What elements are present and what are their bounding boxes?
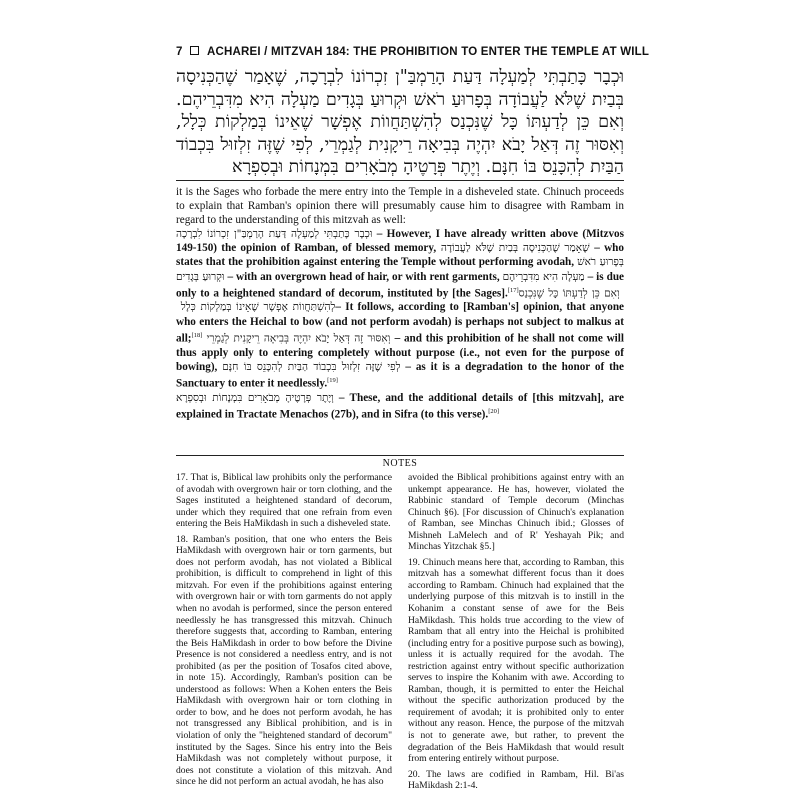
english-paragraph-1	[176, 227, 624, 390]
footnote-ref: [20]	[488, 407, 500, 415]
note-17: 17. That is, Biblical law prohibits only the performance of avodah with overgrown hair or torn clothing, and the Sages instituted a heightened standard of decorum, under which they required that one refrain from even entering the Beis HaMikdash in such a disheveled state.	[176, 472, 392, 530]
english-intro	[176, 185, 624, 227]
hebrew-quote: מַעְלָה הִיא מִדִּבְרֵיהֶם	[502, 270, 585, 283]
note-20: 20. The laws are codified in Rambam, Hil. Bi'as HaMikdash 2:1-4.	[408, 768, 624, 792]
footnote-ref: [17]	[507, 286, 519, 294]
square-bullet-icon	[190, 46, 199, 55]
footnote-ref: [18]	[191, 331, 203, 339]
hebrew-quote: וְיֶתֶר פְּרָטֶיהָ מְבֹאָרִים בִּמְנָחוֹת וּבְסִפְרָא	[176, 391, 334, 404]
running-title: ACHAREI / MITZVAH 184: THE PROHIBITION TO ENTER THE TEMPLE AT WILL	[206, 46, 650, 58]
hebrew-source-text	[176, 66, 624, 179]
english-translation	[176, 185, 624, 421]
intro-text: it is the Sages who forbade the mere entry into the Temple in a disheveled state. Chinuch proceeds to explain that Ramban's opinion there will presumably cause him to disagree with Rambam in regard to the understanding of this mitzvah as well:	[176, 186, 624, 227]
running-header	[176, 46, 650, 58]
english-paragraph-2	[176, 391, 624, 422]
gloss-text: – with an overgrown head of hair, or with rent garments,	[224, 270, 503, 283]
notes-column-right	[408, 472, 624, 796]
hebrew-paragraph: וּכְבָר כָּתַבְתִּי לְמַעְלָה דַּעַת הָרַמְבַּ"ן זִכְרוֹנוֹ לִבְרָכָה, שֶׁאָמַר שֶׁהַכְּנִיסָה בְּבַיִת שֶׁלֹּא לַעֲבוֹדָה בְּפָרוּעַ רֹאשׁ וּקְרוּעַ בְּגָדִים מַעְלָה הִיא מִדִּבְרֵיהֶם. וְאִם כֵּן לְדַעְתּוֹ כָּל שֶׁנִּכְנַס לְהִשְׁתַּחֲווֹת אֶפְשָׁר שֶׁאֵינוֹ בְּמַלְקוֹת כְּלָל, וְאִסּוּר זֶה דְּאַל יָבֹא יִהְיֶה בְּבִיאָה רֵיקָנִית לְגַמְרֵי, לְפִי שֶׁזֶּה זִלְזוּל בִּכְבוֹד הַבַּיִת לְהִכָּנֵס בּוֹ חִנָּם. וְיֶתֶר פְּרָטֶיהָ מְבֹאָרִים בִּמְנָחוֹת וּבְסִפְרָא	[176, 67, 624, 177]
gloss-text: – However, I have already written above (Mitzvos 149-150)	[176, 228, 624, 255]
notes-heading: NOTES	[176, 455, 624, 469]
note-18: 18. Ramban's position, that one who enters the Beis HaMikdash with overgrown hair or torn garments, but does not perform avodah, has not violated a Biblical prohibition, is difficult to comprehend in light of this mitzvah. For even if the prohibitions against entering with overgrown hair or with torn garments do not apply when no avodah is performed, since the person entered needlessly he has transgressed this mitzvah. Chinuch therefore suggests that, according to Ramban, entering the Beis HaMikdash in order to bow before the Divine Presence is not considered a needless entry, and is not prohibited (as per the position of Tosafos cited above, in note 15). Accordingly, Ramban's position can be understood as follows: When a Kohen enters the Beis HaMikdash with overgrown hair or torn clothing in order to bow, and he does not perform avodah, he has not transgressed any Biblical prohibition, and is in violation of only the "heightened standard of decorum" instituted by the Sages. Since his entry into the Beis HaMikdash was not completely without purpose, it does not constitute a violation of this mitzvah. And since he did not perform an actual avodah, he has also	[176, 533, 392, 788]
divider-rule	[176, 180, 624, 181]
gloss-text: the opinion of Ramban, of blessed memory,	[221, 242, 437, 255]
gloss-text: – who states that the prohibition against entering the Temple without performing avodah,	[176, 242, 624, 269]
gloss-text: – These, and the additional details of [this mitzvah], are explained in Tractate Menachos (27b), and in Sifra (to this verse).	[176, 391, 624, 421]
hebrew-quote: וְאִסּוּר זֶה דְּאַל יָבֹא יִהְיֶה בְּבִיאָה רֵיקָנִית לְגַמְרֵי	[202, 332, 395, 345]
page-number: 7	[176, 46, 183, 58]
hebrew-quote: בְּפָרוּעַ רֹאשׁ וּקְרוּעַ בְּגָדִים	[176, 256, 624, 283]
gloss-text: – as it is a degradation to the honor of the Sanctuary to enter it needlessly.	[176, 360, 624, 390]
hebrew-quote: וּכְבָר כָּתַבְתִּי לְמַעְלָה דַּעַת הָרַמְבַּ"ן זִכְרוֹנוֹ לִבְרָכָה	[176, 228, 373, 241]
note-19: 19. Chinuch means here that, according to Ramban, this mitzvah has a somewhat different focus than it does according to Rambam. Chinuch had explained that the underlying purpose of this mitzvah is to instill in the Kohanim a constant sense of awe for the Beis HaMikdash. This holds true according to the view of Rambam that all entry into the Heichal is prohibited (including entry for a positive purpose such as bowing), unless it is actually required for the avodah. The restriction against entry without specific authorization serves to inspire the Kohanim with awe. According to Ramban, though, it is permitted to enter the Heichal without the specific authorization produced by the requirement of avodah; it is prohibited only to enter without any reason. Hence, the purpose of the mitzvah is not to generate awe, but rather, to prevent the degradation of the Beis HaMikdash that would result from entering entirely without purpose.	[408, 556, 624, 765]
hebrew-quote: לְפִי שֶׁזֶּה זִלְזוּל בִּכְבוֹד הַבַּיִת לְהִכָּנֵס בּוֹ חִנָּם	[222, 360, 401, 373]
gloss-text: – is due only to a heightened standard of decorum, instituted by [the Sages].	[176, 270, 625, 300]
notes-column-left	[176, 472, 392, 792]
footnote-ref: [19]	[327, 376, 338, 384]
hebrew-quote: שֶׁאָמַר שֶׁהַכְּנִיסָה בְּבַיִת שֶׁלֹּא לַעֲבוֹדָה	[436, 242, 595, 255]
note-18-continued: avoided the Biblical prohibitions against entry with an unkempt appearance. He has, however, violated the Rabbinic standard of Temple decorum (Minchas Chinuch §6). [For discussion of Chinuch's explanation of Ramban, see Minchas Chinuch ibid.; Glosses of Mishneh LaMelech and of R' Yeshayah Pik; and Minchas Yitzchak §5.]	[408, 472, 624, 553]
hebrew-quote: וְאִם כֵּן לְדַעְתּוֹ כָּל שֶׁנִּכְנַס לְהִשְׁתַּחֲווֹת אֶפְשָׁר שֶׁאֵינוֹ בְּמַלְקוֹת כְּלָל	[176, 287, 624, 314]
gloss-text: – and this prohibition of he shall not come will thus apply only to entering completely without purpose (i.e., not even for the purpose of bowing),	[176, 332, 624, 373]
gloss-text: – It follows, according to [Ramban's] opinion, that anyone who enters the Heichal to bow (and not perform avodah) is perhaps not subject to malkus at all;	[176, 301, 625, 345]
